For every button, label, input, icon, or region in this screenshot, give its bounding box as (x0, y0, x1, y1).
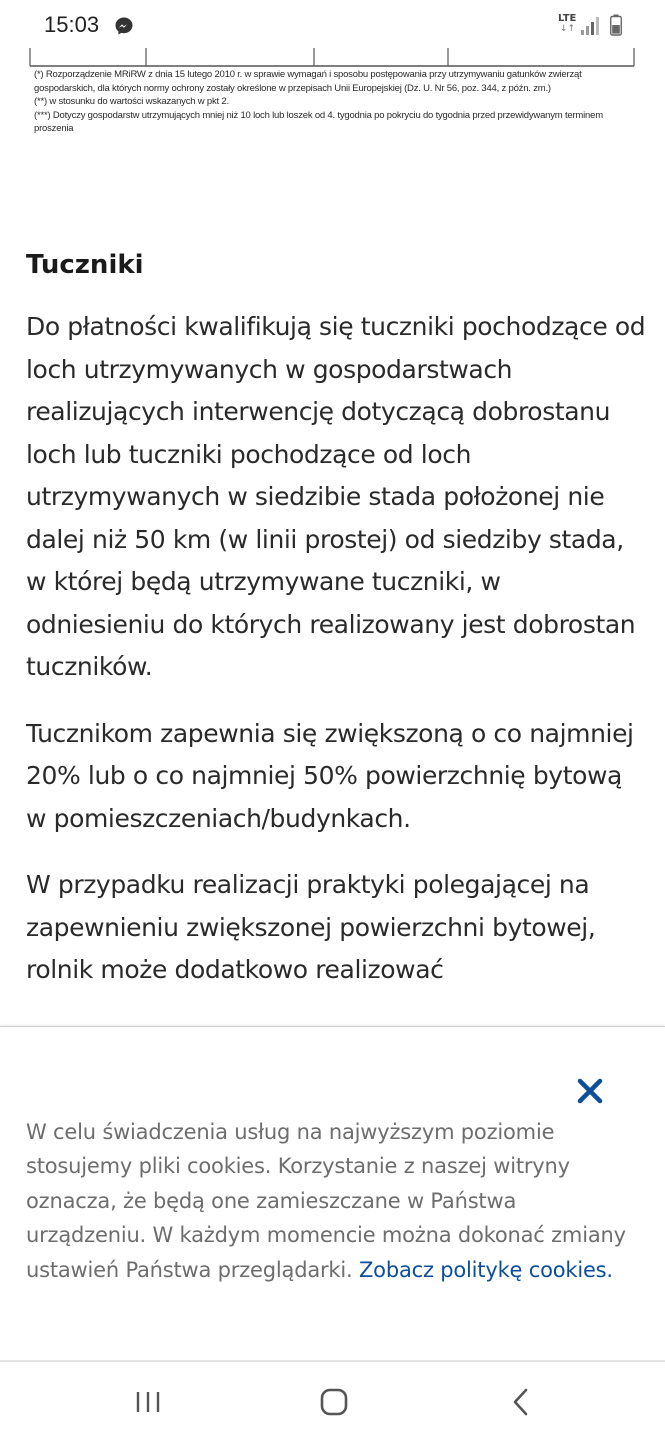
network-type: LTE (558, 13, 577, 24)
article-paragraph: W przypadku realizacji praktyki polegającej na zapewnieniu zwiększonej powierzchni bytowej, rolnik może dodatkowo realizować (26, 870, 596, 984)
network-activity-icon: ↓↑ (560, 24, 576, 34)
battery-icon (610, 14, 622, 36)
document-table-edge (28, 48, 638, 68)
signal-icon (580, 16, 602, 36)
cookie-message: W celu świadczenia usług na najwyższym poziomie stosujemy pliki cookies. Korzystanie z naszej witryny oznacza, że będą one zamieszczane w Państwa urządzeniu. W każdym momencie można dokonać zmiany ustawień Państwa przeglądarki. (26, 1120, 626, 1282)
cookie-policy-link[interactable]: Zobacz politykę cookies. (358, 1257, 613, 1282)
article-paragraph: Tucznikom zapewnia się zwiększoną o co najmniej 20% lub o co najmniej 50% powierzchnię bytową w pomieszczeniach/budynkach. (26, 718, 634, 833)
document-footnotes (34, 68, 634, 136)
back-icon[interactable] (502, 1382, 542, 1422)
footnote-line: proszenia (34, 123, 74, 134)
close-icon[interactable] (572, 1073, 608, 1109)
cookie-notice-text (26, 1115, 636, 1287)
footnote-line: (*) Rozporządzenie MRiRW z dnia 15 lutego 2010 r. w sprawie wymagań i sposobu postępowania przy utrzymywaniu gatunków zwierząt (34, 69, 582, 80)
document-scan-image (28, 48, 638, 178)
messenger-icon (114, 16, 134, 36)
footnote-line: gospodarskich, dla których normy ochrony zostały określone w przepisach Unii Europejskiej (Dz. U. Nr 56, poz. 344, z późn. zm.) (34, 82, 551, 94)
status-time: 15:03 (44, 12, 100, 37)
article-content (26, 250, 646, 1016)
status-bar (0, 0, 665, 52)
footnote-line: (***) Dotyczy gospodarstw utrzymujących mniej niż 10 loch lub loszek od 4. tygodnia po pokryciu do tygodnia przed przewidywanym terminem (34, 109, 603, 121)
recent-apps-icon[interactable] (128, 1382, 168, 1422)
section-heading: Tuczniki (26, 250, 144, 280)
home-icon[interactable] (314, 1382, 354, 1422)
article-paragraph: Do płatności kwalifikują się tuczniki pochodzące od loch utrzymywanych w gospodarstwach realizujących interwencję dotyczącą dobrostanu loch lub tuczniki pochodzące od loch utrzymywanych w siedzibie stada położonej nie dalej niż 50 km (w linii prostej) od siedziby stada, w której będą utrzymywane tuczniki, w odniesieniu do których realizowany jest dobrostan tuczników. (26, 312, 646, 681)
footnote-line: (**) w stosunku do wartości wskazanych w pkt 2. (34, 96, 229, 107)
cookie-banner (0, 1026, 665, 1362)
navigation-bar (0, 1362, 665, 1440)
